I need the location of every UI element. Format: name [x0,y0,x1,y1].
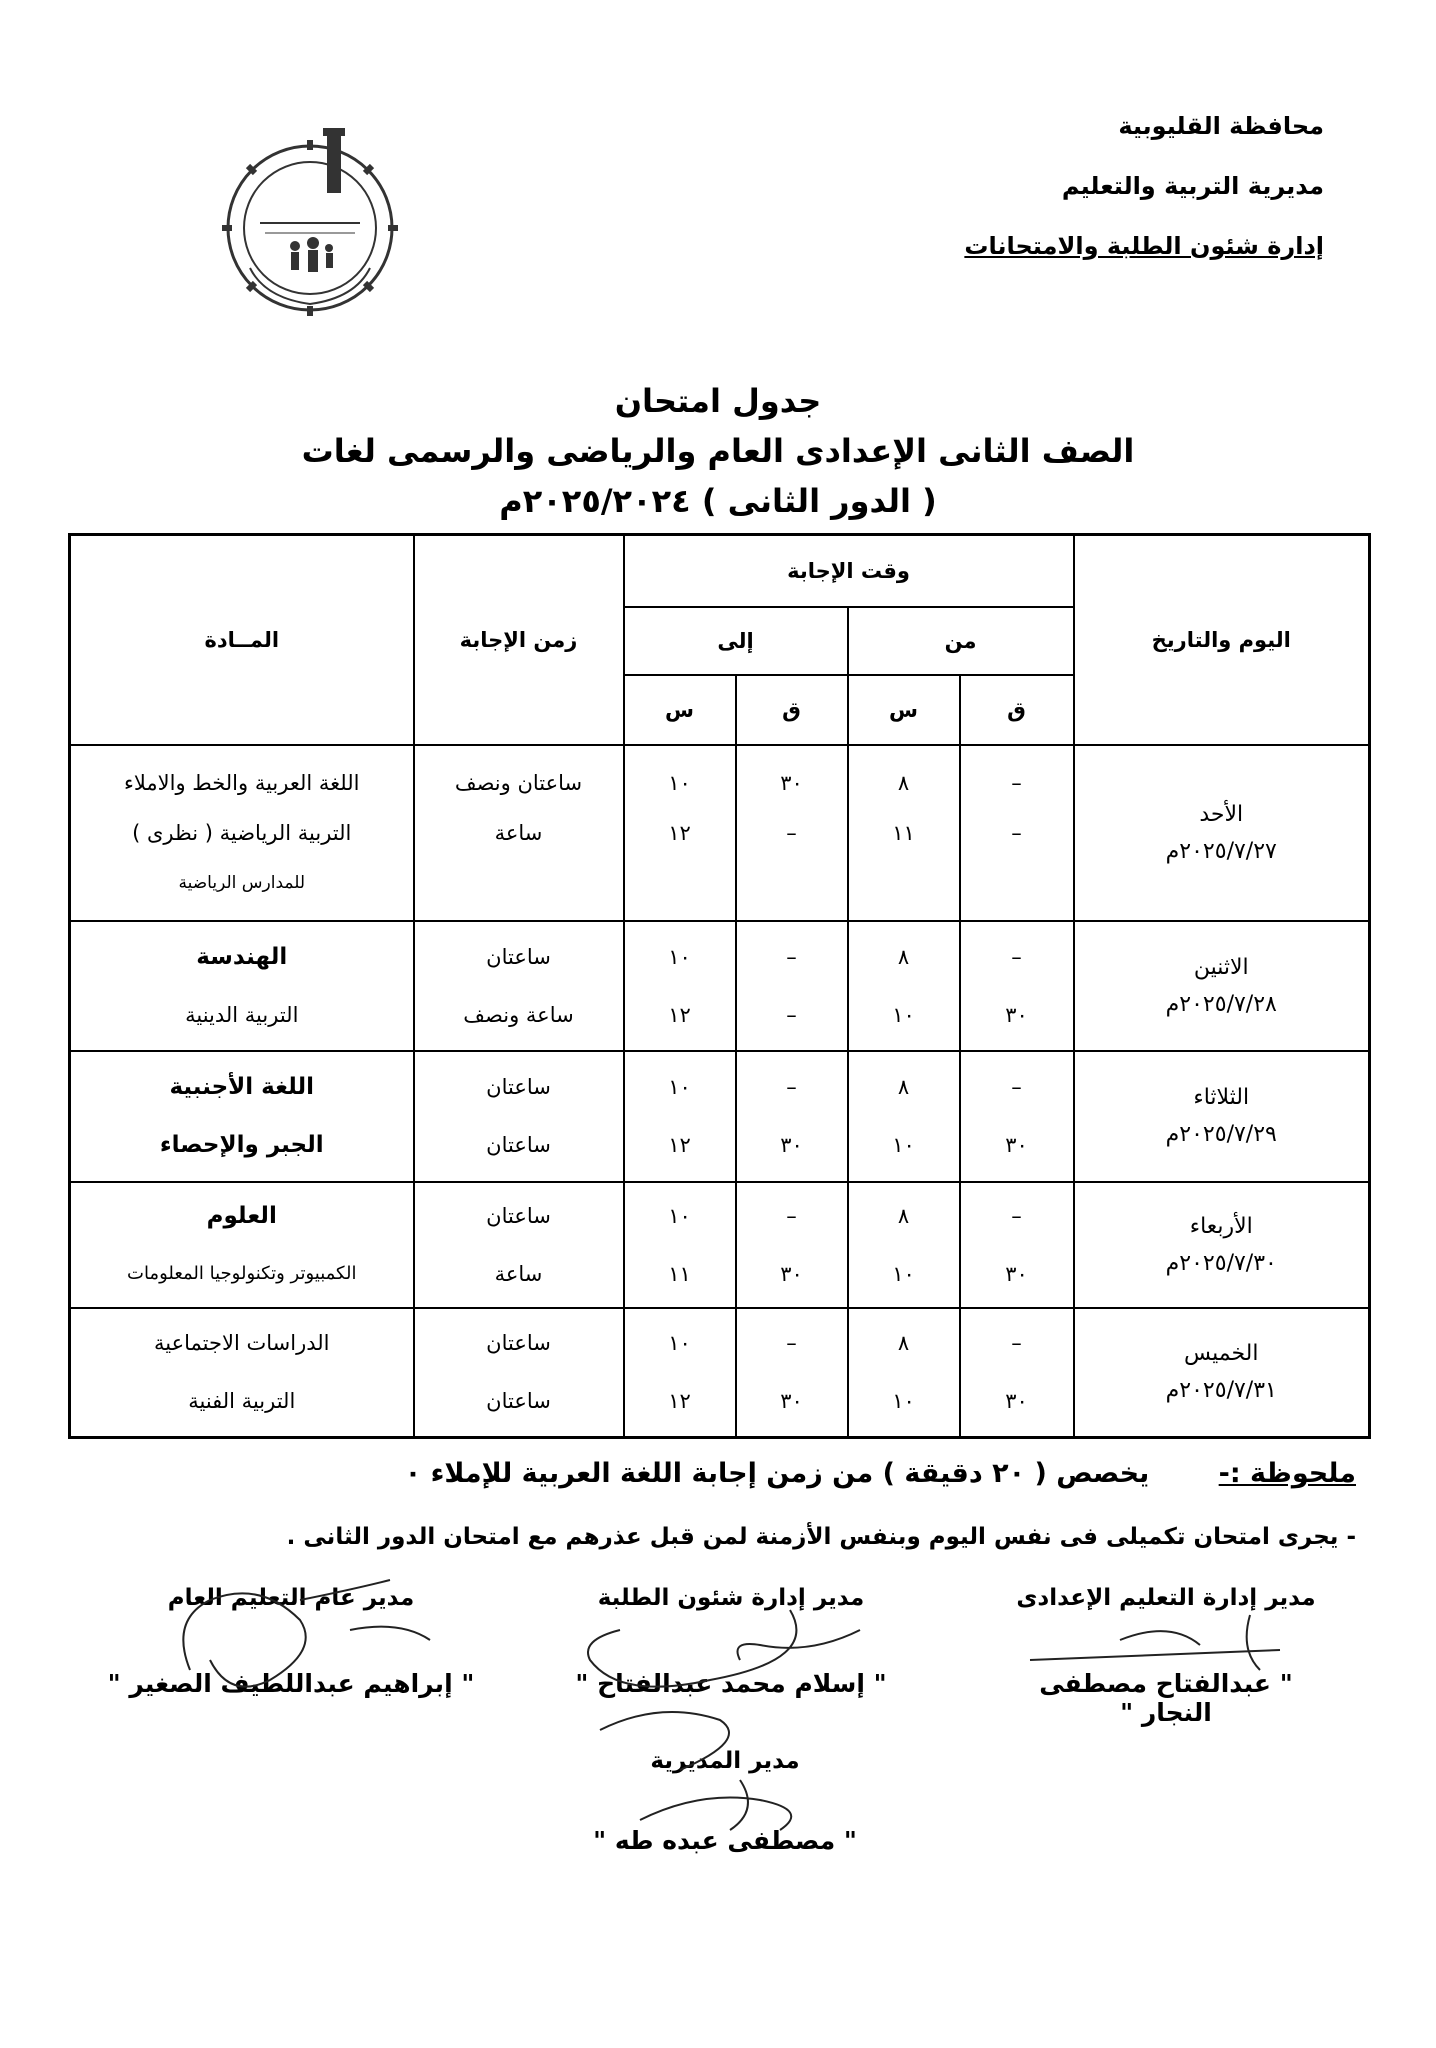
value: ٣٠ [780,1389,803,1414]
duration-cell [414,745,624,921]
supplementary-exam-note: - يجرى امتحان تكميلى فى نفس اليوم وبنفس الأزمنة لمن قبل عذرهم مع امتحان الدور الثانى . [286,1524,1356,1550]
to-hour-cell [624,1182,736,1308]
value: ساعة ونصف [463,1002,574,1027]
schedule-title: جدول امتحان [614,382,822,420]
letterhead [904,112,1324,292]
value: ٨ [897,944,910,969]
exam-date: ٢٠٢٥/٧/٢٨م [1165,991,1277,1017]
handwritten-signature-1 [1000,1600,1300,1680]
value: ١١ [892,820,915,845]
value: ٣٠ [1005,1133,1028,1157]
value: ١٢ [668,820,691,845]
duration-cell [414,1051,624,1182]
value: – [786,1331,797,1356]
value: ٨ [897,1331,910,1356]
schedule-grade-title: الصف الثانى الإعدادى العام والرياضى والرسمى لغات [301,432,1135,470]
to-hour-cell [624,745,736,921]
note-text: يخصص ( ٢٠ دقيقة ) من زمن إجابة اللغة العربية للإملاء ٠ [404,1458,1150,1489]
value: – [786,1203,797,1228]
value: – [786,820,797,845]
value: ١٠ [668,770,691,795]
value: – [786,944,797,969]
exam-date: ٢٠٢٥/٧/٣٠م [1165,1250,1277,1276]
value: ٣٠ [1005,1002,1028,1027]
from-minute-cell [960,921,1074,1051]
to-minute-cell [736,1308,848,1438]
subject: العلوم [206,1202,277,1229]
value: ١٢ [668,1389,691,1414]
day-date-cell [1074,1182,1370,1308]
value: ١٠ [668,1075,691,1099]
value: ١٠ [892,1002,915,1027]
from-hour-cell [848,1308,960,1438]
value: ٨ [897,1075,910,1099]
subject: الجبر والإحصاء [159,1132,324,1158]
subject-cell [70,745,414,921]
day-name: الاثنين [1193,954,1249,980]
value: – [1011,1203,1022,1228]
signatory-name: " مصطفى عبده طه " [593,1826,857,1855]
note-line [76,1458,1356,1489]
directorate-name: مديرية التربية والتعليم [1061,172,1324,200]
subject: اللغة العربية والخط والاملاء [124,770,360,795]
duration-cell [414,1308,624,1438]
header-day-date: اليوم والتاريخ [1074,535,1370,745]
from-hour-cell [848,921,960,1051]
subject-note: للمدارس الرياضية [178,872,306,893]
from-minute-cell [960,1051,1074,1182]
value: ٨ [897,770,910,795]
governorate-name: محافظة القليوبية [1118,112,1324,140]
value: – [1011,1075,1022,1099]
value: ٣٠ [1005,1389,1028,1414]
subject: التربية الرياضية ( نظرى ) [132,820,352,845]
day-date-cell [1074,1051,1370,1182]
header-answer-time: وقت الإجابة [624,535,1074,607]
header-to: إلى [624,607,848,675]
day-date-cell [1074,1308,1370,1438]
value: ٣٠ [780,770,803,795]
value: ساعة [494,1261,543,1286]
value: ١٢ [668,1002,691,1027]
from-minute-cell [960,745,1074,921]
value: ساعتان [486,1203,551,1228]
value: – [786,1002,797,1027]
note-label: ملحوظة :- [1218,1458,1356,1489]
value: – [1011,1331,1022,1356]
handwritten-signature-4 [620,1770,840,1840]
header-duration: زمن الإجابة [414,535,624,745]
value: ساعة [494,820,543,845]
from-hour-cell [848,1182,960,1308]
day-name: الثلاثاء [1193,1085,1250,1110]
value: ١٠ [668,1203,691,1228]
to-minute-cell [736,745,848,921]
signatory-name: " عبدالفتاح مصطفى النجار " [1039,1669,1293,1727]
value: ٣٠ [1005,1261,1028,1286]
table-row [70,921,1370,1051]
value: – [1011,820,1022,845]
value: – [786,1075,797,1099]
value: ساعتان [486,1133,551,1157]
value: ١٠ [892,1133,915,1157]
day-date-cell [1074,745,1370,921]
value: ١٢ [668,1133,691,1157]
value: ١٠ [892,1261,915,1286]
value: ١٠ [668,944,691,969]
value: ٨ [897,1203,910,1228]
signatory-name: " إبراهيم عبداللطيف الصغير " [107,1669,475,1698]
header-subject: المــادة [70,535,414,745]
subject-cell [70,921,414,1051]
value: ساعتان [486,1389,551,1414]
signature-title: مدير إدارة التعليم الإعدادى [1016,1585,1316,1611]
from-hour-cell [848,1051,960,1182]
signatory-name: " إسلام محمد عبدالفتاح " [575,1669,887,1698]
value: ١١ [668,1261,691,1286]
day-name: الأربعاء [1189,1213,1253,1239]
subject: اللغة الأجنبية [169,1074,315,1100]
subject-cell [70,1308,414,1438]
header-from-minute: ق [960,675,1074,745]
to-hour-cell [624,1308,736,1438]
day-name: الأحد [1199,801,1244,827]
table-row [70,745,1370,921]
table-row [70,1182,1370,1308]
subject: الدراسات الاجتماعية [154,1331,330,1356]
duration-cell [414,1182,624,1308]
exam-schedule-table [68,533,1371,1439]
to-minute-cell [736,1182,848,1308]
value: ساعتان [486,1075,551,1099]
value: – [1011,770,1022,795]
directorate-seal-logo [205,128,415,318]
header-from-hour: س [848,675,960,745]
subject: التربية الفنية [188,1389,296,1414]
header-to-hour: س [624,675,736,745]
value: ١٠ [892,1389,915,1414]
value: – [1011,944,1022,969]
signature-title: مدير المديرية [650,1748,800,1774]
schedule-session-title: ( الدور الثانى ) ٢٠٢٥/٢٠٢٤م [499,482,937,520]
from-minute-cell [960,1308,1074,1438]
from-hour-cell [848,745,960,921]
duration-cell [414,921,624,1051]
to-minute-cell [736,1051,848,1182]
subject-cell [70,1182,414,1308]
to-hour-cell [624,1051,736,1182]
signature-title: مدير عام التعليم العام [167,1585,415,1611]
table-row [70,1308,1370,1438]
handwritten-signature-3 [150,1560,450,1710]
subject: الكمبيوتر وتكنولوجيا المعلومات [127,1262,357,1284]
value: ٣٠ [780,1133,803,1157]
table-row [70,1051,1370,1182]
department-name: إدارة شئون الطلبة والامتحانات [964,232,1324,260]
header-to-minute: ق [736,675,848,745]
to-hour-cell [624,921,736,1051]
day-name: الخميس [1184,1341,1259,1367]
signature-title: مدير إدارة شئون الطلبة [597,1585,865,1611]
exam-date: ٢٠٢٥/٧/٢٩م [1165,1122,1277,1147]
value: ساعتان [486,1331,551,1356]
value: ساعتان ونصف [454,770,583,795]
from-minute-cell [960,1182,1074,1308]
value: ١٠ [668,1331,691,1356]
day-date-cell [1074,921,1370,1051]
to-minute-cell [736,921,848,1051]
exam-date: ٢٠٢٥/٧/٢٧م [1165,838,1277,864]
value: ساعتان [486,944,551,969]
header-from: من [848,607,1074,675]
subject: الهندسة [196,943,288,970]
exam-date: ٢٠٢٥/٧/٣١م [1165,1378,1277,1404]
subject: التربية الدينية [185,1002,299,1027]
value: ٣٠ [780,1261,803,1286]
subject-cell [70,1051,414,1182]
